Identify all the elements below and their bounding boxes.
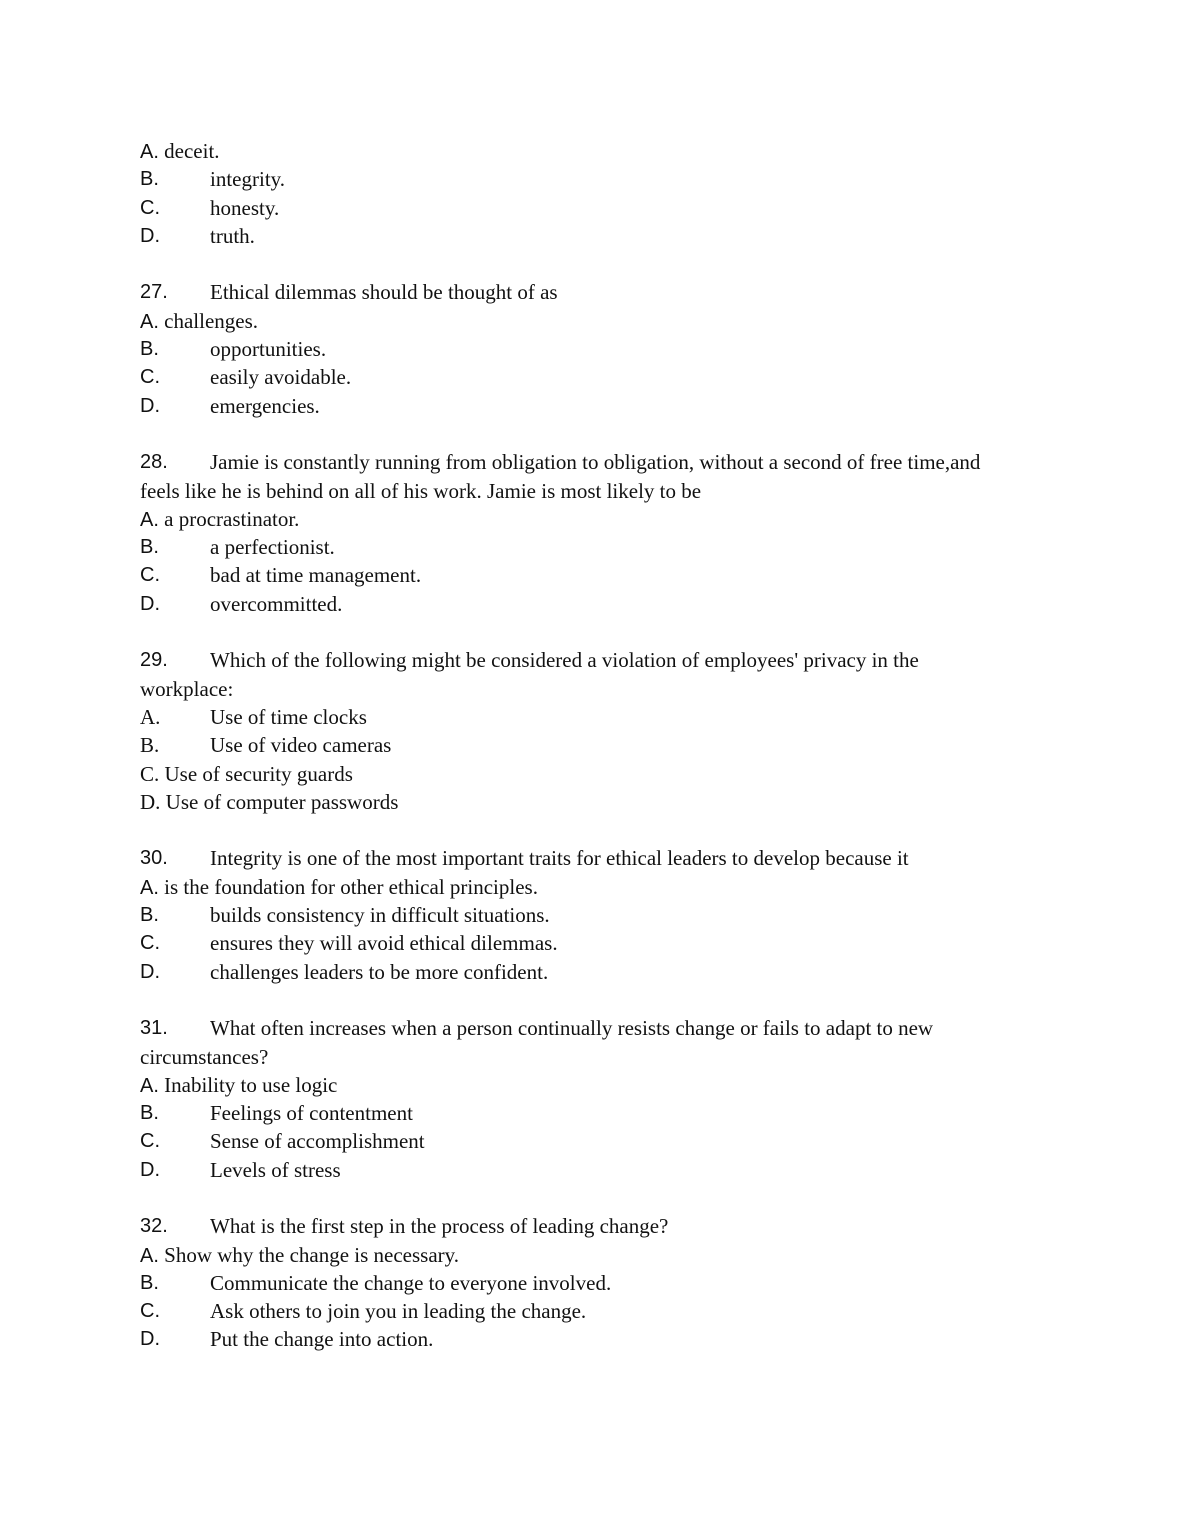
option-text: truth. — [210, 223, 255, 248]
option-text: builds consistency in difficult situations. — [210, 903, 550, 928]
question-number: 28. — [140, 451, 168, 474]
block-spacer — [140, 816, 1040, 844]
question-line — [140, 1212, 1040, 1240]
question-block — [140, 646, 1040, 816]
answer-option — [140, 958, 1040, 986]
option-text: easily avoidable. — [210, 365, 352, 390]
question-line — [140, 448, 1040, 476]
question-block — [140, 1212, 1040, 1353]
question-text: Jamie is constantly running from obligation to obligation, without a second of free time,and — [210, 450, 981, 475]
answer-option — [140, 335, 1040, 363]
option-text: Sense of accomplishment — [210, 1129, 425, 1154]
option-text: Levels of stress — [210, 1157, 341, 1182]
option-label: B. — [140, 168, 159, 191]
option-text: Put the change into action. — [210, 1327, 434, 1352]
option-text: Use of computer passwords — [165, 789, 399, 814]
answer-option — [140, 194, 1040, 222]
answer-option — [140, 307, 1040, 335]
option-text: challenges. — [164, 308, 259, 333]
option-text: Feelings of contentment — [210, 1101, 413, 1126]
option-text: challenges leaders to be more confident. — [210, 959, 549, 984]
question-line — [140, 844, 1040, 872]
option-label: B. — [140, 536, 159, 559]
block-spacer — [140, 618, 1040, 646]
question-text: What is the first step in the process of leading change? — [210, 1214, 669, 1239]
option-label: D. — [140, 1328, 160, 1351]
answer-option — [140, 1325, 1040, 1353]
option-text: honesty. — [210, 195, 280, 220]
option-label: B. — [140, 733, 160, 758]
option-label: A. — [140, 310, 159, 333]
answer-option — [140, 1269, 1040, 1297]
answer-option — [140, 165, 1040, 193]
answer-option — [140, 873, 1040, 901]
question-block — [140, 844, 1040, 985]
question-text: What often increases when a person continually resists change or fails to adapt to new — [210, 1016, 934, 1041]
option-label: D. — [140, 789, 161, 814]
option-label: A. — [140, 508, 159, 531]
option-text: bad at time management. — [210, 563, 422, 588]
option-text: Communicate the change to everyone involved. — [210, 1270, 612, 1295]
answer-option — [140, 1241, 1040, 1269]
answer-option — [140, 1071, 1040, 1099]
answer-option — [140, 137, 1040, 165]
option-label: A. — [140, 876, 159, 899]
block-spacer — [140, 986, 1040, 1014]
option-label: C. — [140, 564, 160, 587]
option-text: integrity. — [210, 167, 286, 192]
answer-option — [140, 760, 1040, 788]
question-number: 30. — [140, 847, 168, 870]
answer-option — [140, 590, 1040, 618]
option-label: A. — [140, 704, 161, 729]
option-label: A. — [140, 1244, 159, 1267]
question-text-continued: feels like he is behind on all of his work. Jamie is most likely to be — [140, 478, 702, 503]
answer-option — [140, 929, 1040, 957]
option-label: C. — [140, 1130, 160, 1153]
question-text: Which of the following might be considered a violation of employees' privacy in the — [210, 648, 919, 673]
option-text: a perfectionist. — [210, 535, 335, 560]
question-text: Ethical dilemmas should be thought of as — [210, 280, 558, 305]
block-spacer — [140, 250, 1040, 278]
question-block — [140, 278, 1040, 419]
answer-option — [140, 561, 1040, 589]
question-text-continued: circumstances? — [140, 1044, 269, 1069]
question-block — [140, 1014, 1040, 1184]
option-text: Use of time clocks — [210, 704, 367, 729]
answer-option — [140, 392, 1040, 420]
answer-option — [140, 731, 1040, 759]
answer-option — [140, 1156, 1040, 1184]
option-label: D. — [140, 592, 160, 615]
answer-option — [140, 901, 1040, 929]
option-label: A. — [140, 141, 159, 163]
option-label: B. — [140, 1102, 159, 1125]
option-label: D. — [140, 960, 160, 983]
question-block — [140, 137, 1040, 250]
option-text: overcommitted. — [210, 591, 343, 616]
answer-option — [140, 703, 1040, 731]
block-spacer — [140, 420, 1040, 448]
option-label: C. — [140, 196, 160, 219]
option-label: D. — [140, 394, 160, 417]
question-block — [140, 448, 1040, 618]
option-text: is the foundation for other ethical principles. — [164, 874, 538, 899]
block-spacer — [140, 1184, 1040, 1212]
option-text: opportunities. — [210, 337, 327, 362]
option-label: C. — [140, 366, 160, 389]
answer-option — [140, 788, 1040, 816]
option-text: Use of security guards — [164, 761, 353, 786]
answer-option — [140, 505, 1040, 533]
answer-option — [140, 363, 1040, 391]
answer-option — [140, 533, 1040, 561]
option-text: deceit. — [164, 139, 220, 163]
option-label: C. — [140, 1300, 160, 1323]
option-label: A. — [140, 1074, 159, 1097]
question-line — [140, 278, 1040, 306]
option-text: Use of video cameras — [210, 733, 392, 758]
option-label: C. — [140, 932, 160, 955]
question-text: Integrity is one of the most important traits for ethical leaders to develop because it — [210, 846, 909, 871]
question-number: 27. — [140, 281, 168, 304]
document-page — [140, 137, 1040, 1354]
option-text: ensures they will avoid ethical dilemmas. — [210, 931, 558, 956]
option-label: C. — [140, 761, 160, 786]
option-label: B. — [140, 338, 159, 361]
question-number: 31. — [140, 1017, 168, 1040]
answer-option — [140, 1127, 1040, 1155]
option-text: Ask others to join you in leading the change. — [210, 1299, 587, 1324]
option-label: D. — [140, 224, 160, 247]
option-text: emergencies. — [210, 393, 320, 418]
question-number: 32. — [140, 1215, 168, 1238]
option-label: B. — [140, 904, 159, 927]
question-line — [140, 646, 1040, 674]
question-number: 29. — [140, 649, 168, 672]
question-line — [140, 1014, 1040, 1042]
option-text: Inability to use logic — [164, 1072, 338, 1097]
option-text: a procrastinator. — [164, 506, 300, 531]
option-label: B. — [140, 1271, 159, 1294]
question-text-continued: workplace: — [140, 676, 234, 701]
answer-option — [140, 222, 1040, 250]
answer-option — [140, 1099, 1040, 1127]
option-label: D. — [140, 1158, 160, 1181]
option-text: Show why the change is necessary. — [164, 1242, 460, 1267]
answer-option — [140, 1297, 1040, 1325]
